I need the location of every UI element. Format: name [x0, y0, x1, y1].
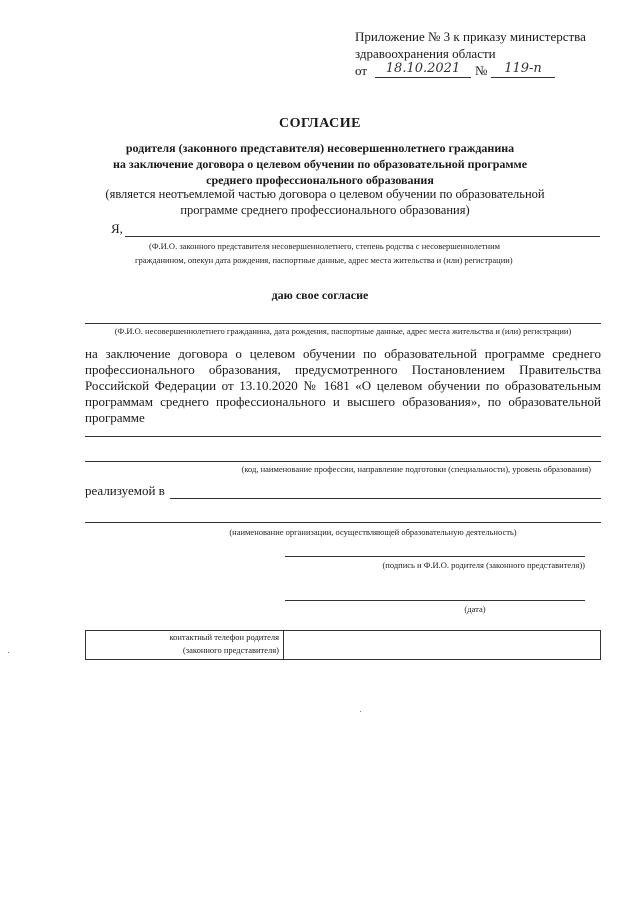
program-field-line-1[interactable]	[85, 436, 601, 437]
date-underline	[375, 77, 471, 78]
handwritten-number: 119-п	[504, 61, 542, 76]
subtitle-line-1: родителя (законного представителя) несовершеннолетнего гражданина	[125, 141, 515, 155]
appendix-line-2: здравоохранения области	[355, 46, 496, 61]
date-field[interactable]	[285, 600, 585, 601]
organization-field-line-2[interactable]	[85, 522, 601, 523]
date-caption: (дата)	[464, 604, 486, 614]
organization-field-line-1[interactable]	[170, 498, 601, 499]
subtitle-note	[90, 186, 560, 218]
organization-caption: (наименование организации, осуществляющей образовательную деятельность)	[229, 527, 517, 537]
program-caption: (код, наименование профессии, направление подготовки (специальности), уровень образования)	[241, 464, 591, 474]
signature-field[interactable]	[285, 556, 585, 557]
appendix-line-1: Приложение № 3 к приказу министерства	[355, 29, 586, 44]
from-label: от	[355, 63, 368, 78]
contact-phone-field[interactable]	[284, 631, 600, 659]
parent-caption-line-2: гражданином, опекун дата рождения, паспортные данные, адрес места жительства и (или) регистрации)	[135, 255, 513, 265]
consent-label: даю свое согласие	[271, 288, 369, 302]
parent-name-field[interactable]	[125, 236, 600, 237]
document-subtitle	[90, 140, 550, 188]
number-underline	[491, 77, 555, 78]
consent-body-text: на заключение договора о целевом обучении по образовательной программе среднего профессионального образования, предусмотренного Постановлением Правительства Российской Федерации от 13.10.2020 № 1681 «О целевом обучении по образовательным программам среднего профессионального и высшего образования», по образовательной программе	[85, 346, 601, 425]
i-label: Я,	[111, 221, 123, 236]
document-title: СОГЛАСИЕ	[279, 116, 361, 131]
contact-phone-label-line-1: контактный телефон родителя	[169, 632, 279, 642]
parent-caption	[135, 239, 600, 267]
appendix-date-row	[355, 62, 586, 79]
parent-caption-line-1: (Ф.И.О. законного представителя несовершеннолетнего, степень родства с несовершеннолетним	[149, 241, 500, 251]
appendix-reference	[355, 28, 586, 79]
signature-caption: (подпись и Ф.И.О. родителя (законного представителя))	[382, 560, 585, 570]
contact-phone-label-line-2: (законного представителя)	[182, 645, 279, 655]
handwritten-date: 18.10.2021	[385, 61, 461, 76]
subtitle-note-line-2: программе среднего профессионального образования)	[180, 203, 470, 217]
implemented-label: реализуемой в	[85, 483, 165, 498]
subtitle-line-3: среднего профессионального образования	[206, 173, 434, 187]
scan-speck	[360, 711, 361, 712]
contact-phone-table	[85, 630, 601, 660]
subtitle-note-line-1: (является неотъемлемой частью договора о целевом обучении по образовательной	[105, 187, 545, 201]
subtitle-line-2: на заключение договора о целевом обучении по образовательной программе	[112, 157, 528, 171]
contact-phone-label	[86, 631, 284, 659]
number-label: №	[475, 63, 488, 78]
minor-caption: (Ф.И.О. несовершеннолетнего гражданина, дата рождения, паспортные данные, адрес места жительства и (или) регистрации)	[114, 326, 572, 336]
scan-speck	[8, 652, 9, 653]
